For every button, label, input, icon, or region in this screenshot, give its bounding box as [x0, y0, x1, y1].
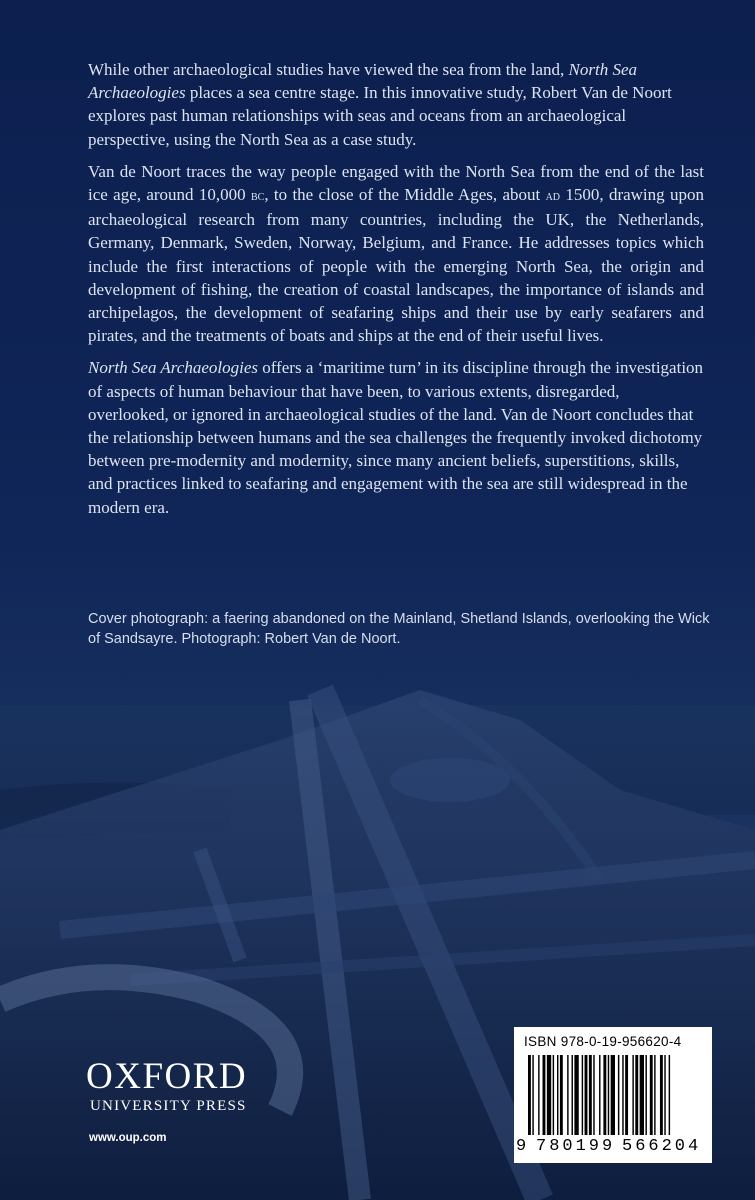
- university-press-label: UNIVERSITY PRESS: [90, 1098, 247, 1114]
- oxford-wordmark: OXFORD: [86, 1056, 248, 1097]
- publisher-url: www.oup.com: [89, 1132, 167, 1144]
- cover-photo-credit: Cover photograph: a faering abandoned on the Mainland, Shetland Islands, overlooking the Wick of Sandsayre. Photograph: Robert Van de Noort.: [88, 611, 710, 647]
- blurb-paragraph-1: While other archaeological studies have viewed the sea from the land, North Sea Archaeologies places a sea centre stage. In this innovative study, Robert Van de Noort explores past human relationships with seas and oceans from an archaeological perspective, using the North Sea as a case study.: [88, 60, 672, 149]
- barcode-right-digits: 566204: [622, 1137, 702, 1156]
- publisher-logo: [86, 1058, 247, 1144]
- blurb-paragraph-3: North Sea Archaeologies offers a ‘maritime turn’ in its discipline through the investigation of aspects of human behaviour that have been, to various extents, disregarded, overlooked, or ignored in archaeological studies of the land. Van de Noort concludes that the relationship between humans and the sea challenges the frequently invoked dichotomy between pre-modernity and modernity, since many ancient beliefs, superstitions, skills, and practices linked to seafaring and engagement with the sea are still widespread in the modern era.: [88, 358, 704, 517]
- barcode-lead-digit: 9: [516, 1137, 527, 1156]
- blurb-paragraph-2: Van de Noort traces the way people engaged with the North Sea from the end of the last ice age, around 10,000 bc, to the close of the Middle Ages, about ad 1500, drawing upon archaeological research from many countries, including the UK, the Netherlands, Germany, Denmark, Sweden, Norway, Belgium, and France. He addresses topics which include the first interactions of people with the emerging North Sea, the origin and development of fishing, the creation of coastal landscapes, the importance of islands and archipelagos, the development of seafaring ships and their use by early seafarers and pirates, and the treatments of boats and ships at the end of their useful lives.: [88, 161, 704, 346]
- back-cover-blurb: [88, 58, 704, 528]
- isbn-number: ISBN 978-0-19-956620-4: [524, 1034, 682, 1049]
- isbn-barcode: [514, 1027, 712, 1163]
- barcode-left-digits: 780199: [536, 1137, 616, 1156]
